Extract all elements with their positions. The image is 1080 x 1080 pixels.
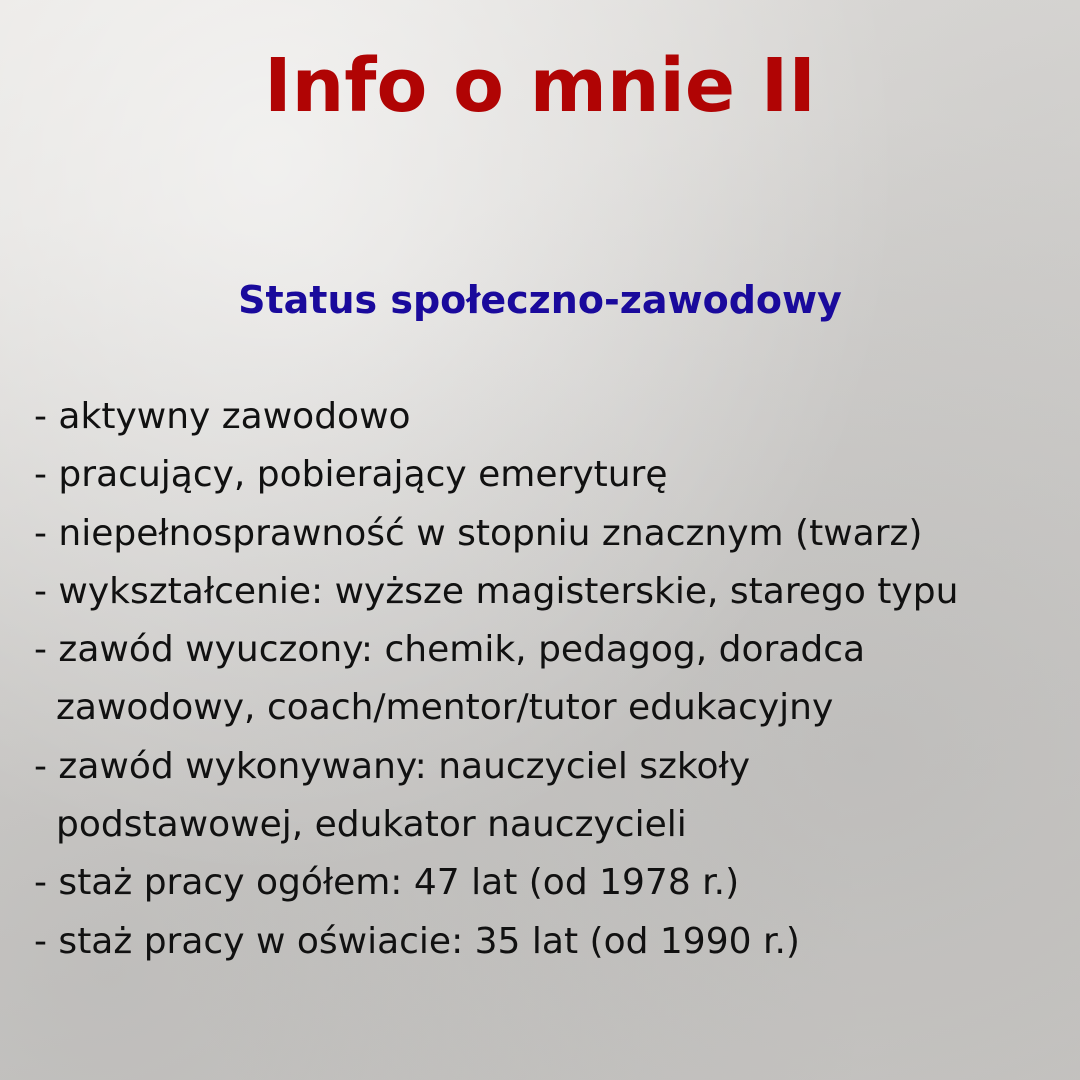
list-item-zawod-wykonywany-cont: podstawowej, edukator nauczycieli [56,804,687,846]
status-list [34,388,1074,971]
page-title: Info o mnie II [264,43,816,129]
list-item-niepelnosprawnosc: - niepełnosprawność w stopniu znacznym (twarz) [34,512,923,554]
list-item-zawod-wyuczony-cont: zawodowy, coach/mentor/tutor edukacyjny [56,687,834,729]
list-item-staz-ogolem: - staż pracy ogółem: 47 lat (od 1978 r.) [34,862,740,904]
section-subtitle: Status społeczno-zawodowy [238,278,842,322]
list-item-staz-oswiata: - staż pracy w oświacie: 35 lat (od 1990 r.) [34,920,800,962]
list-item-pracujacy: - pracujący, pobierający emeryturę [34,454,668,496]
list-item-zawod-wyuczony: - zawód wyuczony: chemik, pedagog, doradca [34,629,866,671]
list-item-zawod-wykonywany: - zawód wykonywany: nauczyciel szkoły [34,745,751,787]
list-item-wyksztalcenie: - wykształcenie: wyższe magisterskie, starego typu [34,570,959,612]
list-item-aktywny: - aktywny zawodowo [34,396,411,437]
